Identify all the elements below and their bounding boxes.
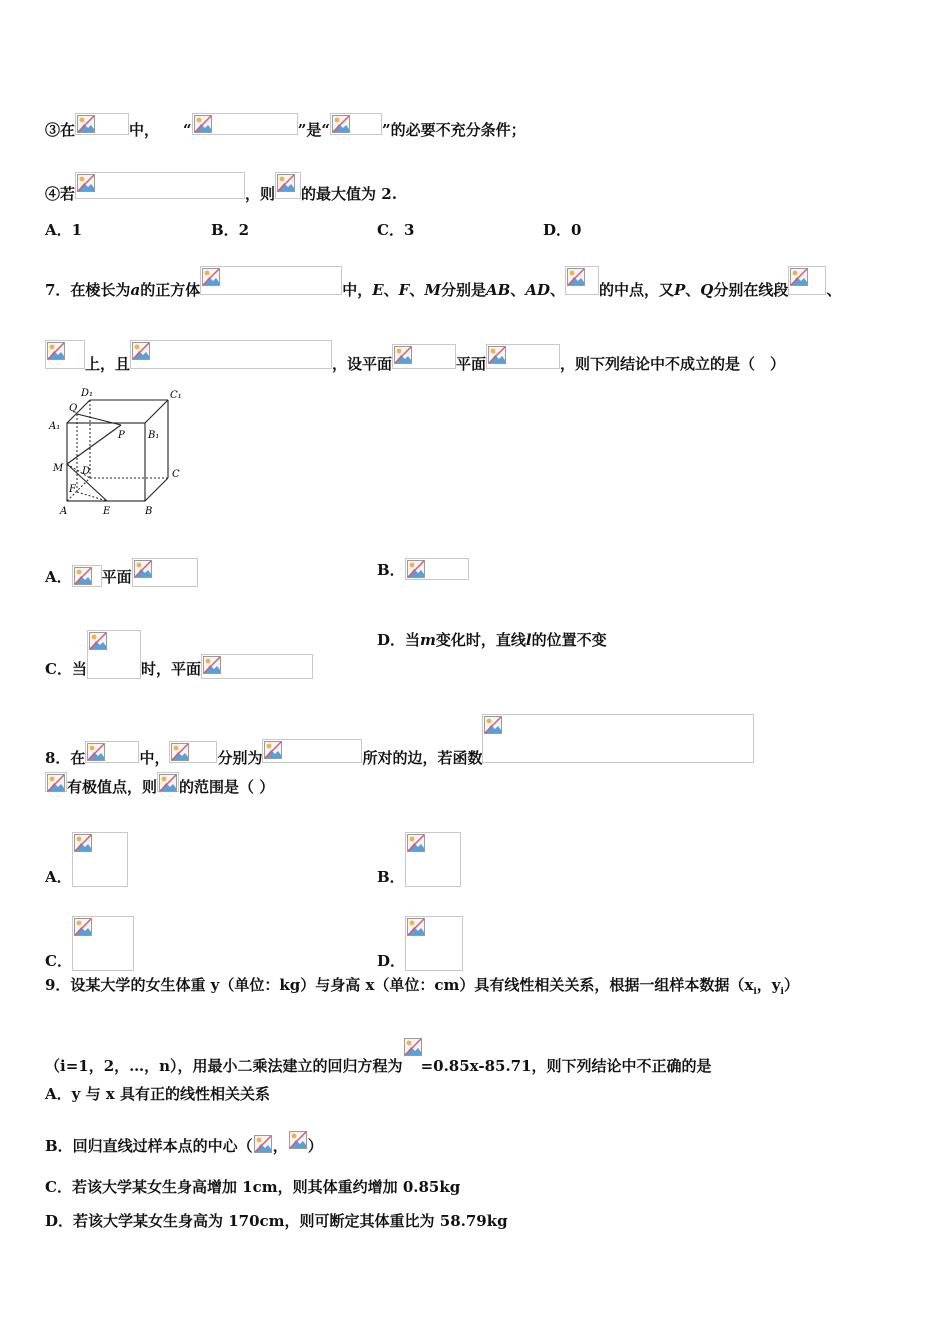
broken-image-icon (484, 716, 502, 734)
var: M (424, 281, 441, 299)
text: 所对的边，若函数 (362, 749, 483, 767)
text: ，则下列结论中不成立的是（ ） (560, 355, 786, 373)
label-Q: Q (69, 403, 78, 414)
label-D1: D₁ (81, 388, 94, 399)
formula-image (72, 565, 102, 587)
text: 有极值点，则 (67, 778, 158, 796)
text: 9．设某大学的女生体重 y（单位：kg）与身高 x（单位：cm）具有线性相关关系，根据一组样本数据（x (45, 976, 754, 994)
option-label: C．当 (45, 660, 87, 678)
broken-image-icon (202, 268, 220, 286)
text: 7．在棱长为 (45, 281, 131, 299)
text: 中， (342, 281, 373, 299)
q8-line1 (45, 714, 754, 768)
q7-option-c (45, 630, 313, 679)
text: 变化时，直线 (435, 631, 526, 649)
q9-line2 (45, 1037, 712, 1076)
label-D: D (82, 466, 91, 477)
q8-option-d (377, 916, 463, 971)
subscript: i (780, 987, 784, 997)
item-number: ④ (45, 185, 61, 203)
var: F (398, 281, 410, 299)
formula-image (72, 916, 134, 971)
text: 的范围是（ ） (179, 778, 275, 796)
var: Q (700, 281, 714, 299)
option-label: D．当 (377, 631, 421, 649)
broken-image-icon (567, 268, 585, 286)
q9-option-b (45, 1130, 323, 1156)
formula-image (169, 741, 217, 763)
broken-image-icon (77, 174, 95, 192)
text: B．回归直线过样本点的中心（ (45, 1137, 253, 1155)
broken-image-icon (254, 1135, 272, 1153)
option-label: D． (377, 952, 406, 970)
q6-option-b: B．2 (211, 221, 250, 239)
text: 在 (60, 121, 76, 139)
label-B1: B₁ (148, 430, 160, 441)
broken-image-icon (289, 1131, 307, 1149)
label-A1: A₁ (49, 421, 61, 432)
text: 、 (383, 281, 399, 299)
formula-image (405, 832, 461, 887)
text: 平面 (456, 355, 487, 373)
text: 、 (510, 281, 526, 299)
label-B: B (145, 506, 153, 517)
text: 中， (129, 121, 160, 139)
formula-image (132, 558, 198, 587)
q7-option-b (377, 558, 469, 580)
text: 中， (139, 749, 170, 767)
text: 的正方体 (140, 281, 201, 299)
broken-image-icon (87, 743, 105, 761)
broken-image-icon (74, 567, 92, 585)
formula-image (87, 630, 141, 679)
text: ，则 (245, 185, 276, 203)
formula-image (253, 1134, 273, 1156)
formula-image (486, 344, 560, 369)
formula-image (72, 832, 128, 887)
broken-image-icon (407, 834, 425, 852)
q9-line1 (45, 975, 799, 1002)
broken-image-icon (394, 346, 412, 364)
formula-image (157, 772, 179, 792)
broken-image-icon (47, 342, 65, 360)
broken-image-icon (790, 268, 808, 286)
item-number: ③ (45, 121, 61, 139)
formula-image (201, 654, 313, 679)
broken-image-icon (264, 741, 282, 759)
q7-option-a (45, 558, 198, 587)
formula-image (288, 1130, 308, 1156)
broken-image-icon (77, 115, 95, 133)
var-l: l (525, 631, 532, 649)
broken-image-icon (171, 743, 189, 761)
text: 的中点，又 (598, 281, 674, 299)
q6-item3 (45, 113, 526, 140)
text: 分别是 (440, 281, 486, 299)
broken-image-icon (159, 774, 177, 792)
broken-image-icon (74, 834, 92, 852)
label-M: M (53, 463, 64, 474)
broken-image-icon (47, 774, 65, 792)
var: E (372, 281, 384, 299)
q7-line2 (45, 340, 785, 374)
formula-image (45, 772, 67, 792)
formula-image (45, 340, 85, 369)
text: 、 (685, 281, 701, 299)
option-label: A． (45, 568, 72, 586)
formula-image (75, 113, 129, 135)
q7-option-d (377, 630, 607, 650)
text: ，设平面 (332, 355, 393, 373)
broken-image-icon (407, 560, 425, 578)
broken-image-icon (407, 918, 425, 936)
label-A: A (60, 506, 68, 517)
option-label: C． (45, 952, 72, 970)
broken-image-icon (332, 115, 350, 133)
q8-option-c (45, 916, 134, 971)
q8-line2 (45, 772, 274, 797)
formula-image (275, 172, 301, 199)
label-E: E (103, 506, 111, 517)
text: ，y (756, 976, 781, 994)
formula-image (130, 340, 332, 369)
q9-option-d: D．若该大学某女生身高为 170cm，则可断定其体重比为 58.79kg (45, 1212, 508, 1230)
formula-image (403, 1037, 421, 1071)
broken-image-icon (134, 560, 152, 578)
q6-option-a: A．1 (45, 221, 83, 239)
var-m: m (420, 631, 436, 649)
q6-option-d: D．0 (543, 221, 582, 239)
text: 分别为 (217, 749, 263, 767)
broken-image-icon (89, 632, 107, 650)
broken-image-icon (74, 918, 92, 936)
text: “ (183, 121, 192, 139)
label-F: F (69, 484, 76, 495)
q8-option-b (377, 832, 461, 887)
var: P (674, 281, 686, 299)
q6-item4 (45, 172, 397, 204)
formula-image (788, 266, 826, 295)
text: =0.85x-85.71，则下列结论中不正确的是 (420, 1057, 712, 1075)
text: 上，且 (85, 355, 131, 373)
var: AB (485, 281, 511, 299)
broken-image-icon (404, 1038, 422, 1056)
formula-image (405, 558, 469, 580)
text: ”是“ (297, 121, 330, 139)
broken-image-icon (277, 174, 295, 192)
formula-image (85, 741, 139, 763)
broken-image-icon (488, 346, 506, 364)
text: 8．在 (45, 749, 86, 767)
text: ） (307, 1137, 323, 1155)
q9-option-a: A．y 与 x 具有正的线性相关关系 (45, 1085, 270, 1103)
text: 若 (60, 185, 76, 203)
text: ， (272, 1137, 288, 1155)
formula-image (262, 739, 362, 763)
label-P: P (118, 430, 125, 441)
text: ”的必要不充分条件； (381, 121, 526, 139)
q7-line1 (45, 266, 841, 300)
text: 、 (826, 281, 842, 299)
formula-image (200, 266, 342, 295)
text: 时，平面 (140, 660, 201, 678)
var-a: a (130, 281, 141, 299)
text: 的最大值为 2. (301, 185, 397, 203)
formula-image (392, 344, 456, 369)
text: 、 (409, 281, 425, 299)
q6-option-c: C．3 (377, 221, 415, 239)
text: 、 (549, 281, 565, 299)
formula-image (330, 113, 382, 135)
text: （i=1，2，…，n），用最小二乘法建立的回归方程为 (45, 1057, 403, 1075)
formula-image (192, 113, 298, 135)
broken-image-icon (203, 656, 221, 674)
label-C1: C₁ (170, 390, 182, 401)
label-C: C (172, 469, 180, 480)
text: 平面 (101, 568, 132, 586)
option-label: B． (377, 561, 405, 579)
option-label: B． (377, 868, 405, 886)
var: AD (525, 281, 550, 299)
text: 分别在线段 (713, 281, 789, 299)
option-label: A． (45, 868, 72, 886)
broken-image-icon (132, 342, 150, 360)
text: ） (783, 976, 799, 994)
formula-image (565, 266, 599, 295)
q9-option-c: C．若该大学某女生身高增加 1cm，则其体重约增加 0.85kg (45, 1178, 461, 1196)
q8-option-a (45, 832, 128, 887)
subscript: i (753, 987, 757, 997)
formula-image (75, 172, 245, 199)
cube-figure (45, 384, 190, 519)
text: 的位置不变 (531, 631, 607, 649)
formula-image (405, 916, 463, 971)
broken-image-icon (194, 115, 212, 133)
formula-image (482, 714, 754, 763)
